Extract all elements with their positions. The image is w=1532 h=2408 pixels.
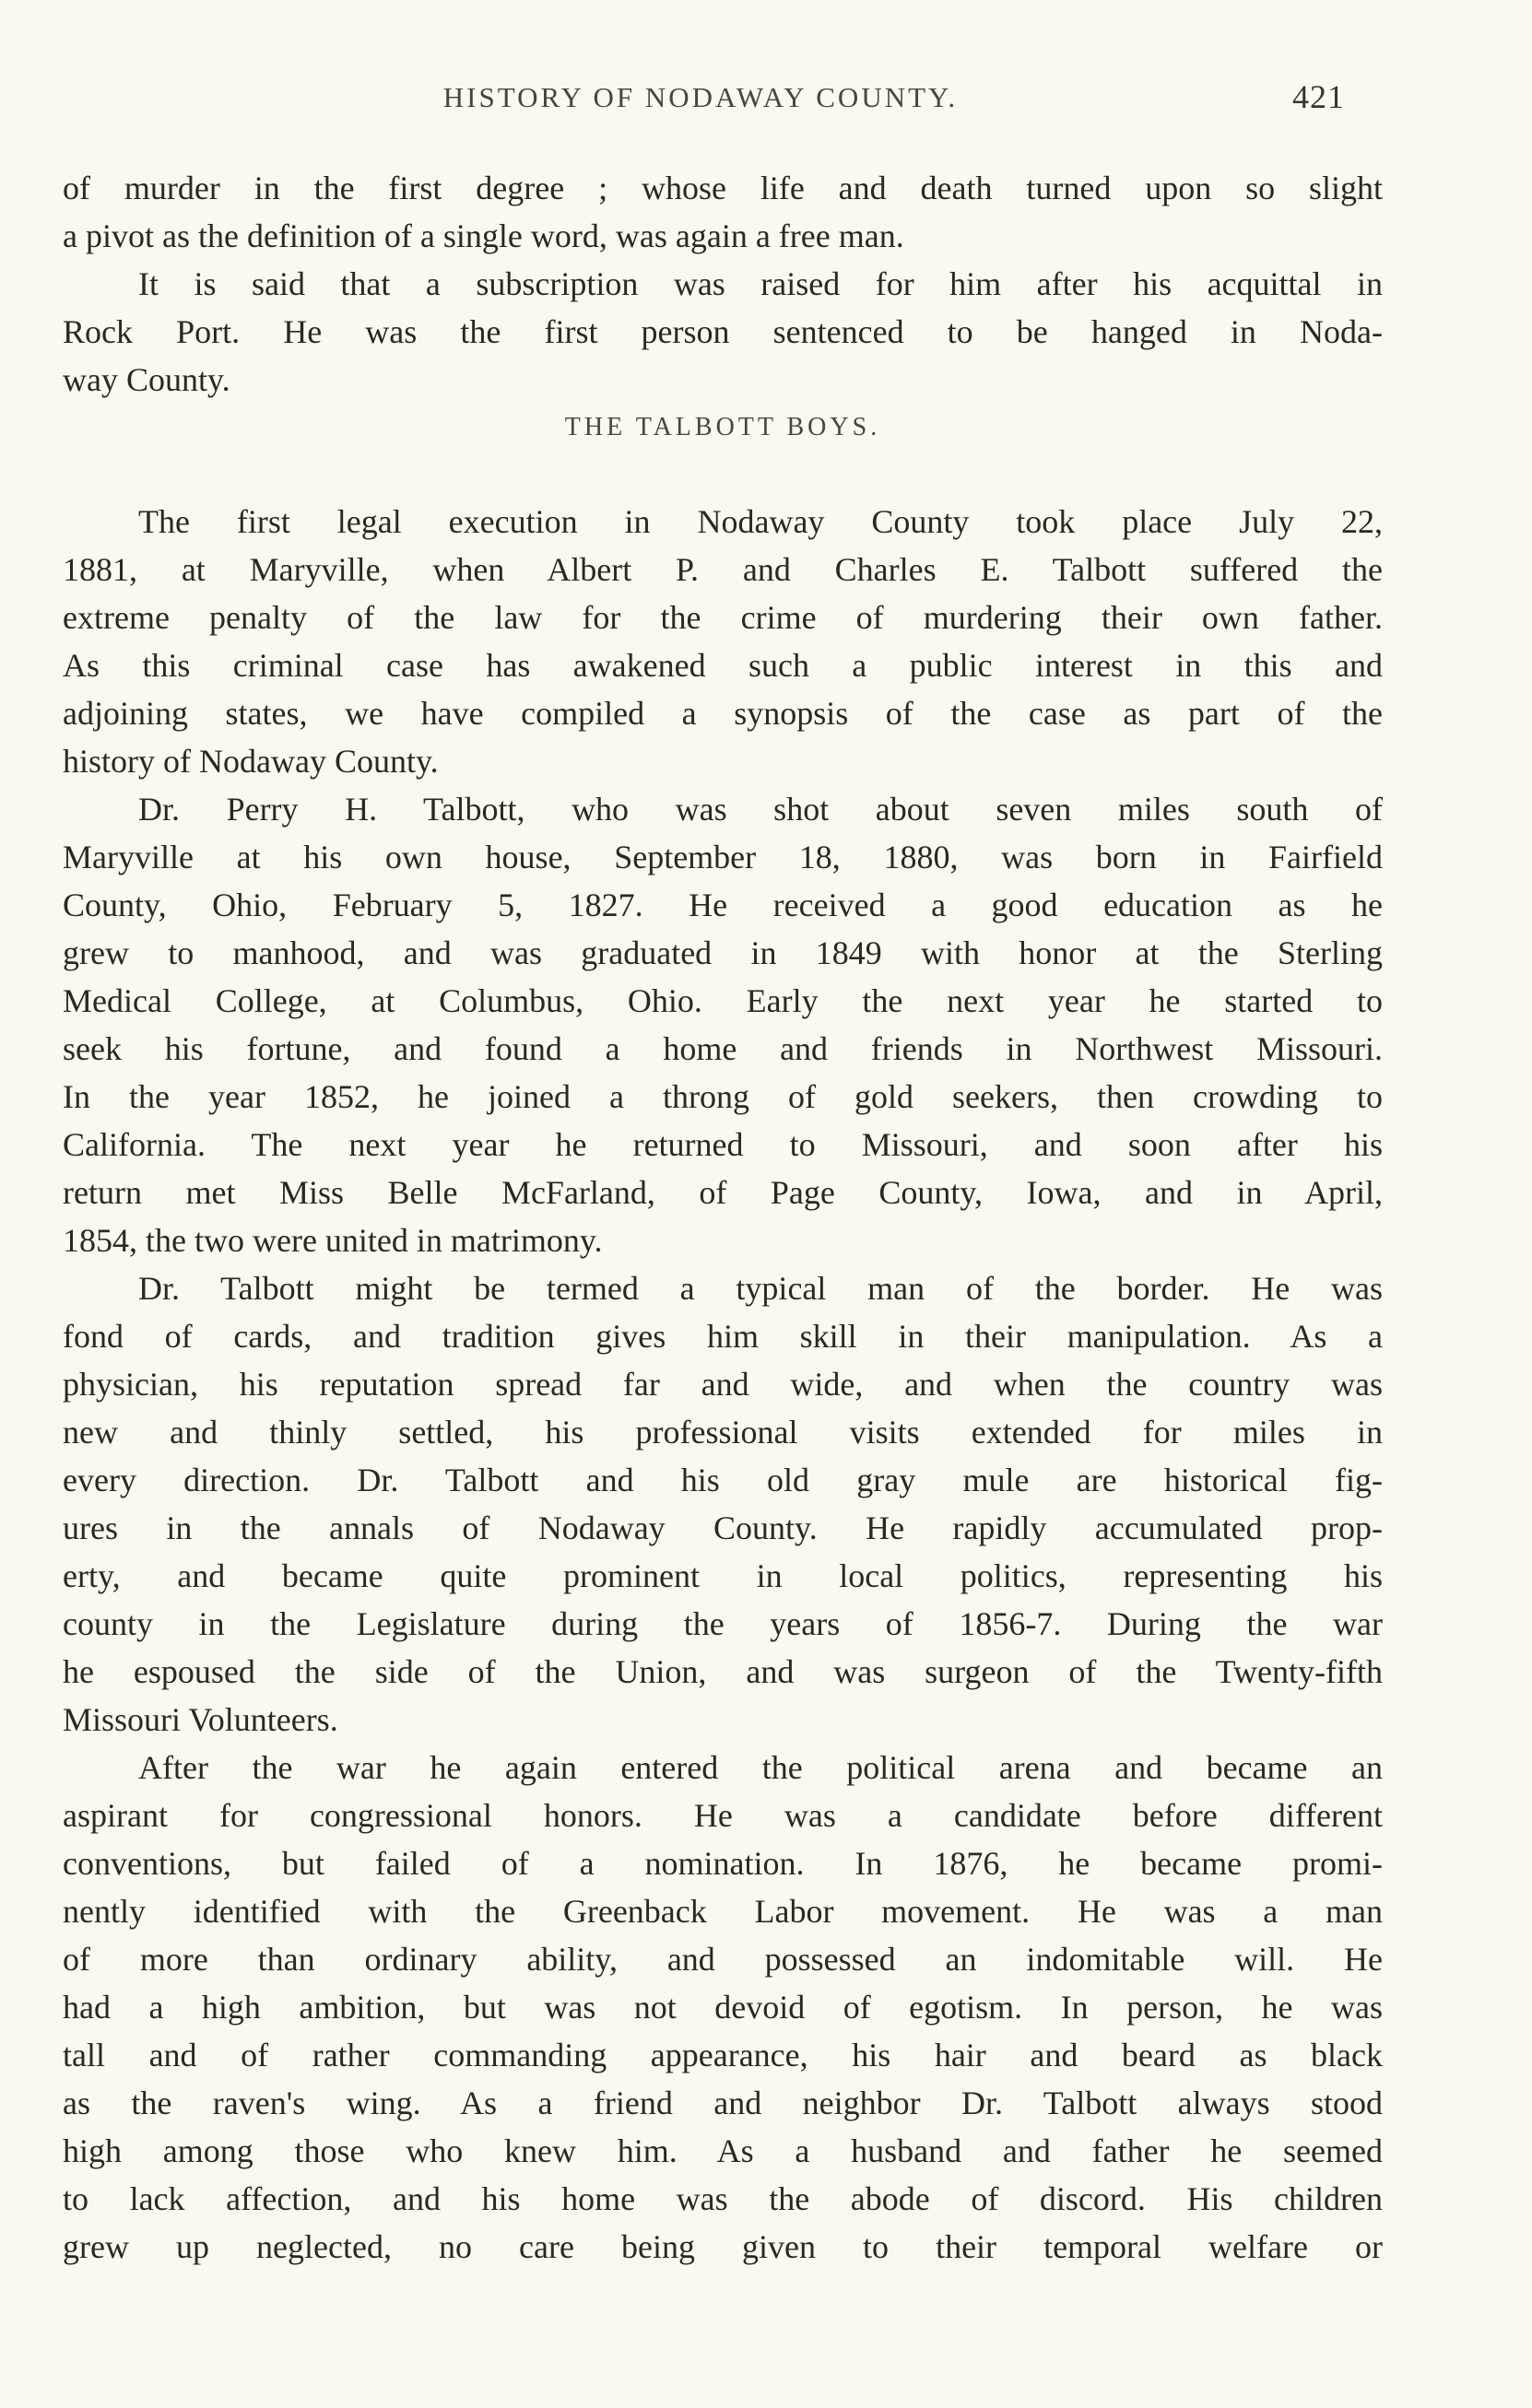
- text-line: history of Nodaway County.: [63, 743, 439, 780]
- text-line: as the raven's wing. As a friend and neighbor Dr. Talbott always stood: [63, 2085, 1383, 2121]
- text-line: erty, and became quite prominent in local politics, representing his: [63, 1557, 1383, 1594]
- paragraph-opening: [63, 164, 1383, 260]
- text-line: new and thinly settled, his professional visits extended for miles in: [63, 1414, 1383, 1451]
- paragraph-after-war: [63, 1744, 1383, 2271]
- text-line: physician, his reputation spread far and wide, and when the country was: [63, 1366, 1383, 1403]
- text-line: to lack affection, and his home was the abode of discord. His children: [63, 2180, 1383, 2217]
- text-line: high among those who knew him. As a husband and father he seemed: [63, 2132, 1383, 2169]
- text-line: conventions, but failed of a nomination. In 1876, he became promi-: [63, 1845, 1383, 1882]
- text-line: Maryville at his own house, September 18, 1880, was born in Fairfield: [63, 839, 1383, 875]
- text-line: ures in the annals of Nodaway County. He rapidly accumulated prop-: [63, 1509, 1383, 1546]
- text-line: adjoining states, we have compiled a synopsis of the case as part of the: [63, 695, 1383, 732]
- text-line: Medical College, at Columbus, Ohio. Early the next year he started to: [63, 982, 1383, 1019]
- text-line: tall and of rather commanding appearance, his hair and beard as black: [63, 2037, 1383, 2073]
- text-line: Dr. Talbott might be termed a typical man of the border. He was: [138, 1270, 1383, 1307]
- text-line: of more than ordinary ability, and possessed an indomitable will. He: [63, 1941, 1383, 1978]
- text-line: 1881, at Maryville, when Albert P. and Charles E. Talbott suffered the: [63, 551, 1383, 588]
- text-line: nently identified with the Greenback Labor movement. He was a man: [63, 1893, 1383, 1930]
- text-line: a pivot as the definition of a single word, was again a free man.: [63, 217, 904, 254]
- paragraph-subscription: [63, 260, 1383, 404]
- text-line: of murder in the first degree ; whose life and death turned upon so slight: [63, 170, 1383, 206]
- text-line: Missouri Volunteers.: [63, 1701, 338, 1738]
- text-line: way County.: [63, 361, 230, 398]
- text-line: he espoused the side of the Union, and was surgeon of the Twenty-fifth: [63, 1653, 1383, 1690]
- text-line: The first legal execution in Nodaway County took place July 22,: [138, 503, 1383, 540]
- text-line: had a high ambition, but was not devoid of egotism. In person, he was: [63, 1989, 1383, 2026]
- text-line: grew to manhood, and was graduated in 1849 with honor at the Sterling: [63, 934, 1383, 971]
- text-line: extreme penalty of the law for the crime of murdering their own father.: [63, 599, 1383, 636]
- paragraph-border-man: [63, 1264, 1383, 1744]
- text-line: California. The next year he returned to Missouri, and soon after his: [63, 1126, 1383, 1163]
- text-line: seek his fortune, and found a home and friends in Northwest Missouri.: [63, 1030, 1383, 1067]
- text-line: fond of cards, and tradition gives him skill in their manipulation. As a: [63, 1318, 1383, 1355]
- text-line: As this criminal case has awakened such a public interest in this and: [63, 647, 1383, 684]
- text-line: grew up neglected, no care being given to their temporal welfare or: [63, 2228, 1383, 2265]
- text-line: Rock Port. He was the first person sentenced to be hanged in Noda-: [63, 313, 1383, 350]
- paragraph-execution: [63, 498, 1383, 785]
- body-text: [63, 164, 1383, 2271]
- text-line: After the war he again entered the political arena and became an: [138, 1749, 1383, 1786]
- text-line: Dr. Perry H. Talbott, who was shot about seven miles south of: [138, 791, 1383, 828]
- text-line: In the year 1852, he joined a throng of gold seekers, then crowding to: [63, 1078, 1383, 1115]
- text-line: aspirant for congressional honors. He was a candidate before different: [63, 1797, 1383, 1834]
- page-number: 421: [1292, 78, 1345, 115]
- paragraph-perry-talbott: [63, 785, 1383, 1264]
- text-line: every direction. Dr. Talbott and his old gray mule are historical fig-: [63, 1462, 1383, 1498]
- text-line: It is said that a subscription was raised for him after his acquittal in: [138, 265, 1383, 302]
- running-head: HISTORY OF NODAWAY COUNTY.: [442, 81, 959, 113]
- text-line: return met Miss Belle McFarland, of Page County, Iowa, and in April,: [63, 1174, 1383, 1211]
- text-line: county in the Legislature during the years of 1856-7. During the war: [63, 1605, 1383, 1642]
- text-line: 1854, the two were united in matrimony.: [63, 1222, 603, 1259]
- section-heading: THE TALBOTT BOYS.: [564, 413, 881, 441]
- text-line: County, Ohio, February 5, 1827. He received a good education as he: [63, 887, 1383, 923]
